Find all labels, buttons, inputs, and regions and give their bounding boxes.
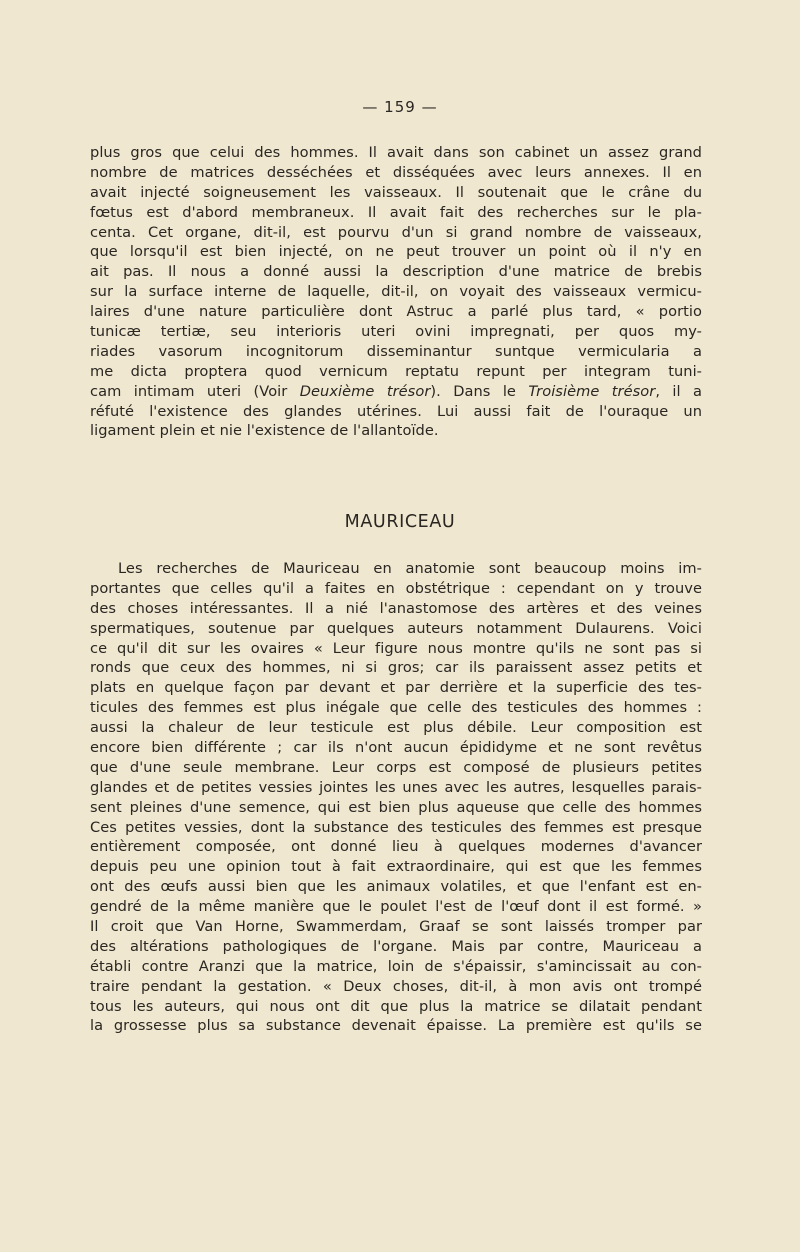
text-line: ticules des femmes est plus inégale que celle des testicules des hommes : bbox=[90, 699, 702, 717]
text-line: riades vasorum incognitorum disseminantur suntque vermicularia a bbox=[90, 342, 702, 360]
text-line: Ces petites vessies, dont la substance des testicules des femmes est presque bbox=[90, 818, 702, 836]
citation-troisieme-tresor: Troisième trésor bbox=[528, 382, 656, 400]
page-number: — 159 — bbox=[362, 98, 438, 116]
text-line: plus gros que celui des hommes. Il avait dans son cabinet un assez grand bbox=[90, 144, 702, 161]
text-line: sent pleines d'une semence, qui est bien plus aqueuse que celle des hommes bbox=[90, 798, 702, 816]
text-line: laires d'une nature particulière dont Astruc a parlé plus tard, « portio bbox=[90, 303, 702, 321]
section-heading: MAURICEAU bbox=[344, 512, 456, 532]
text-line: réfuté l'existence des glandes utérines. Lui aussi fait de l'ouraque un bbox=[90, 402, 702, 420]
text-line: avait injecté soigneusement les vaisseaux. Il soutenait que le crâne du bbox=[90, 183, 702, 201]
text-line: entièrement composée, ont donné lieu à quelques modernes d'avancer bbox=[90, 838, 702, 856]
text-line: des altérations pathologiques de l'organe. Mais par contre, Mauriceau a bbox=[90, 937, 702, 955]
text-line: ronds que ceux des hommes, ni si gros; car ils paraissent assez petits et bbox=[90, 659, 702, 677]
text-line: Il croit que Van Horne, Swammerdam, Graaf se sont laissés tromper par bbox=[90, 918, 702, 936]
text-line: tous les auteurs, qui nous ont dit que plus la matrice se dilatait pendant bbox=[90, 997, 702, 1015]
text-line: que d'une seule membrane. Leur corps est composé de plusieurs petites bbox=[90, 758, 702, 776]
text-line: ont des œufs aussi bien que les animaux volatiles, et que l'enfant est en- bbox=[90, 878, 702, 896]
text-line: la grossesse plus sa substance devenait épaisse. La première est qu'ils se bbox=[90, 1017, 702, 1035]
text-fragment: ). Dans le bbox=[430, 382, 529, 400]
text-line: gendré de la même manière que le poulet l'est de l'œuf dont il est formé. » bbox=[90, 898, 702, 916]
text-fragment: cam intimam uteri (Voir bbox=[90, 382, 300, 400]
text-line: nombre de matrices desséchées et disséquées avec leurs annexes. Il en bbox=[90, 163, 702, 181]
paragraph-mauriceau bbox=[90, 559, 702, 1036]
text-line: encore bien différente ; car ils n'ont aucun épididyme et ne sont revêtus bbox=[90, 739, 702, 757]
text-line-with-citations bbox=[90, 382, 702, 402]
text-line: traire pendant la gestation. « Deux choses, dit-il, à mon avis ont trompé bbox=[90, 977, 702, 995]
text-line: fœtus est d'abord membraneux. Il avait fait des recherches sur le pla- bbox=[90, 203, 702, 221]
text-line: établi contre Aranzi que la matrice, loin de s'épaissir, s'amincissait au con- bbox=[90, 957, 702, 975]
text-line: centa. Cet organe, dit-il, est pourvu d'un si grand nombre de vaisseaux, bbox=[90, 223, 702, 241]
text-line: ce qu'il dit sur les ovaires « Leur figure nous montre qu'ils ne sont pas si bbox=[90, 639, 702, 657]
paragraph-anatomy-intro bbox=[90, 143, 702, 441]
text-fragment: , il a bbox=[655, 382, 702, 400]
text-line: glandes et de petites vessies jointes les unes avec les autres, lesquelles parais- bbox=[90, 778, 702, 796]
citation-deuxieme-tresor: Deuxième trésor bbox=[299, 382, 431, 400]
text-line: ait pas. Il nous a donné aussi la description d'une matrice de brebis bbox=[90, 263, 702, 281]
text-line: tunicæ tertiæ, seu interioris uteri ovini impregnati, per quos my- bbox=[90, 323, 702, 341]
text-line: Les recherches de Mauriceau en anatomie sont beaucoup moins im- bbox=[118, 560, 702, 577]
text-line: portantes que celles qu'il a faites en obstétrique : cependant on y trouve bbox=[90, 579, 702, 597]
text-line: sur la surface interne de laquelle, dit-il, on voyait des vaisseaux vermicu- bbox=[90, 283, 702, 301]
text-line: me dicta proptera quod vernicum reptatu repunt per integram tuni- bbox=[90, 362, 702, 380]
text-line: aussi la chaleur de leur testicule est plus débile. Leur composition est bbox=[90, 719, 702, 737]
text-line: que lorsqu'il est bien injecté, on ne peut trouver un point où il n'y en bbox=[90, 243, 702, 261]
text-line: ligament plein et nie l'existence de l'allantoïde. bbox=[90, 422, 439, 440]
text-line: plats en quelque façon par devant et par derrière et la superficie des tes- bbox=[90, 679, 702, 697]
text-line: des choses intéressantes. Il a nié l'anastomose des artères et des veines bbox=[90, 599, 702, 617]
text-line: depuis peu une opinion tout à fait extraordinaire, qui est que les femmes bbox=[90, 858, 702, 876]
text-line: spermatiques, soutenue par quelques auteurs notamment Dulaurens. Voici bbox=[90, 619, 702, 637]
